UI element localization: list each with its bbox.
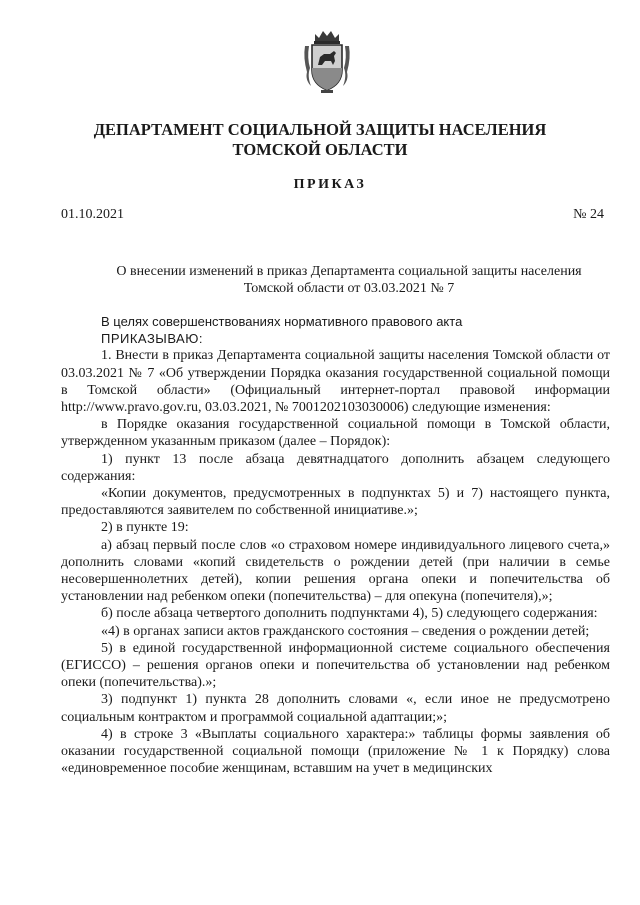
order-subject-line-2: Томской области от 03.03.2021 № 7 xyxy=(243,281,455,296)
department-name-line-2: ТОМСКОЙ ОБЛАСТИ xyxy=(232,140,408,159)
body-paragraph: б) после абзаца четвертого дополнить подпунктами 4), 5) следующего содержания: xyxy=(101,606,598,622)
order-number: № 24 xyxy=(573,207,604,222)
body-paragraph: 4) в строке 3 «Выплаты социального характера:» таблицы формы заявления об оказании государственной социальной помощи (приложение № 1 к Порядку) слова «единовременное пособие женщинам, вставшим на учет в медицинских xyxy=(61,726,610,777)
coat-of-arms-icon xyxy=(301,28,353,96)
order-body xyxy=(61,313,610,777)
body-paragraph: в Порядке оказания государственной социальной помощи в Томской области, утвержденном указанным приказом (далее – Порядок): xyxy=(61,417,610,450)
body-paragraph: 1) пункт 13 после абзаца девятнадцатого дополнить абзацем следующего содержания: xyxy=(61,451,610,484)
order-subject-line-1: О внесении изменений в приказ Департамента социальной защиты населения xyxy=(116,264,582,279)
body-paragraph-order-word: ПРИКАЗЫВАЮ: xyxy=(101,331,203,347)
order-date: 01.10.2021 xyxy=(61,207,124,222)
body-paragraph: «Копии документов, предусмотренных в подпунктах 5) и 7) настоящего пункта, предоставляются заявителем по собственной инициативе.»; xyxy=(61,486,610,519)
department-name-line-1: ДЕПАРТАМЕНТ СОЦИАЛЬНОЙ ЗАЩИТЫ НАСЕЛЕНИЯ xyxy=(93,120,547,139)
body-paragraph: а) абзац первый после слов «о страховом номере индивидуального лицевого счета,» дополнить словами «копий свидетельств о рождении детей (при наличии в семье несовершеннолетних детей), копии решения органа опеки и попечительства об установлении над ребенком опеки (попечительства) – для опекуна (попечителя),»; xyxy=(61,537,610,605)
body-paragraph: «4) в органах записи актов гражданского состояния – сведения о рождении детей; xyxy=(101,623,590,639)
body-paragraph: 3) подпункт 1) пункта 28 дополнить словами «, если иное не предусмотрено социальным контрактом и программой социальной адаптации;»; xyxy=(61,692,610,725)
body-paragraph-preamble: В целях совершенствованиях нормативного правового акта xyxy=(101,314,463,329)
document-type-title: ПРИКАЗ xyxy=(293,177,367,192)
body-paragraph: 2) в пункте 19: xyxy=(101,520,189,536)
body-paragraph: 5) в единой государственной информационной системе социального обеспечения (ЕГИССО) – решения органов опеки и попечительства об установлении над ребенком опеки (попечительства).»; xyxy=(61,640,610,691)
body-paragraph: 1. Внести в приказ Департамента социальной защиты населения Томской области от 03.03.2021 № 7 «Об утверждении Порядка оказания государственной социальной помощи в Томской области» (Официальный интернет-портал правовой информации http://www.pravo.gov.ru, 03.03.2021, № 7001202103030006) следующие изменения: xyxy=(61,348,610,416)
